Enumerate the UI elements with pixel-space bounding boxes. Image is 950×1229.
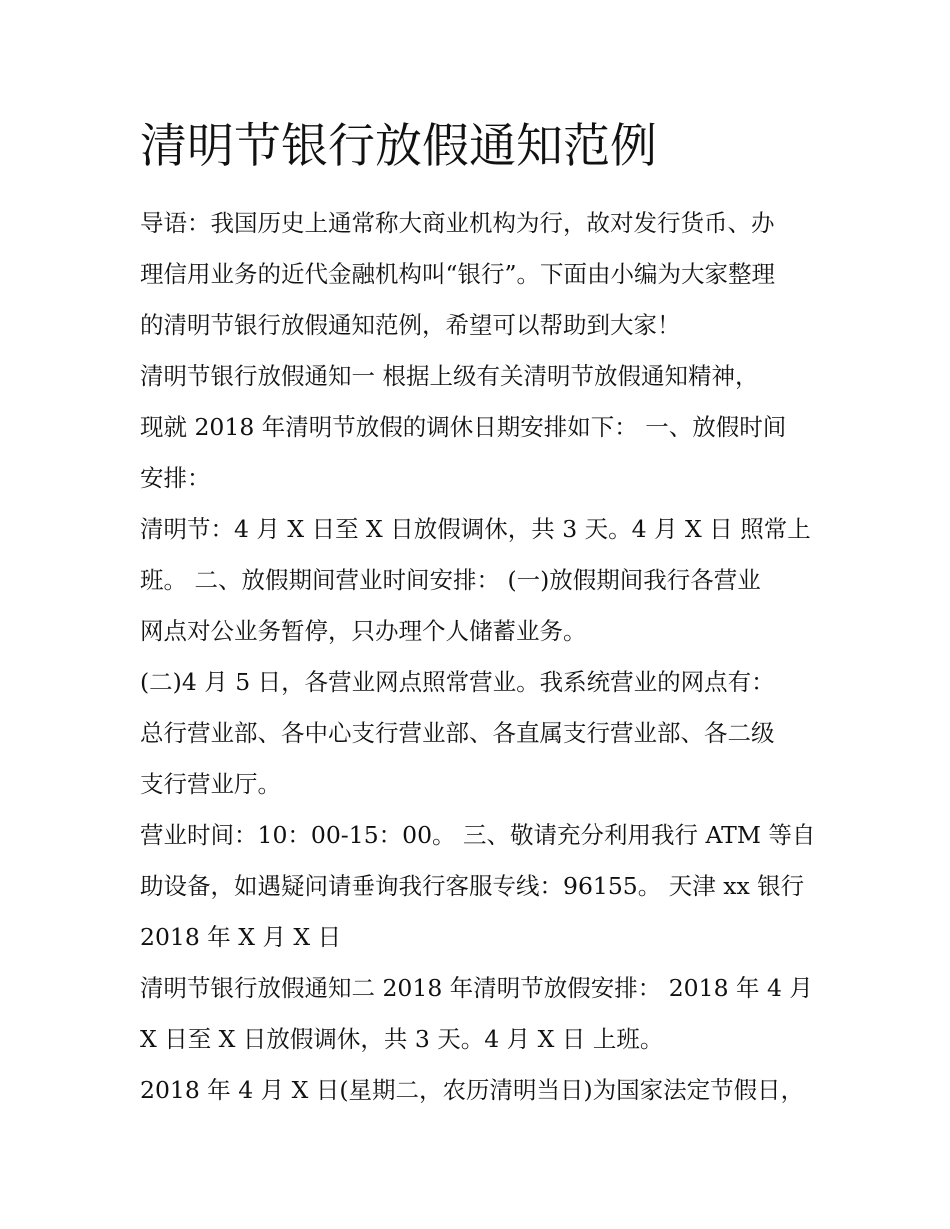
- text-line: 清明节银行放假通知一 根据上级有关清明节放假通知精神，: [140, 362, 759, 390]
- text-line: 助设备，如遇疑问请垂询我行客服专线：96155。 天津 xx 银行: [140, 872, 805, 900]
- text-line: 清明节：4 月 X 日至 X 日放假调休，共 3 天。4 月 X 日 照常上: [140, 515, 811, 543]
- text-line: 清明节银行放假通知二 2018 年清明节放假安排： 2018 年 4 月: [140, 974, 813, 1002]
- text-line: 2018 年 4 月 X 日(星期二，农历清明当日)为国家法定节假日，: [140, 1076, 805, 1104]
- text-line: 2018 年 X 月 X 日: [140, 923, 342, 951]
- text-line: X 日至 X 日放假调休，共 3 天。4 月 X 日 上班。: [140, 1025, 664, 1053]
- text-line: 理信用业务的近代金融机构叫“银行”。下面由小编为大家整理: [140, 260, 776, 288]
- text-line: 网点对公业务暂停，只办理个人储蓄业务。: [140, 617, 587, 645]
- document-title: 清明节银行放假通知范例: [140, 119, 657, 174]
- text-line: 班。 二、放假期间营业时间安排： (一)放假期间我行各营业: [140, 566, 761, 594]
- text-line: 营业时间：10：00-15：00。 三、敬请充分利用我行 ATM 等自: [140, 821, 816, 849]
- text-line: (二)4 月 5 日，各营业网点照常营业。我系统营业的网点有：: [140, 668, 775, 696]
- text-line: 导语：我国历史上通常称大商业机构为行，故对发行货币、办: [140, 209, 775, 237]
- text-line: 支行营业厅。: [140, 770, 281, 798]
- text-line: 安排：: [140, 464, 211, 492]
- text-line: 的清明节银行放假通知范例，希望可以帮助到大家！: [140, 311, 681, 339]
- text-line: 总行营业部、各中心支行营业部、各直属支行营业部、各二级: [140, 719, 775, 747]
- text-line: 现就 2018 年清明节放假的调休日期安排如下： 一、放假时间: [140, 413, 787, 441]
